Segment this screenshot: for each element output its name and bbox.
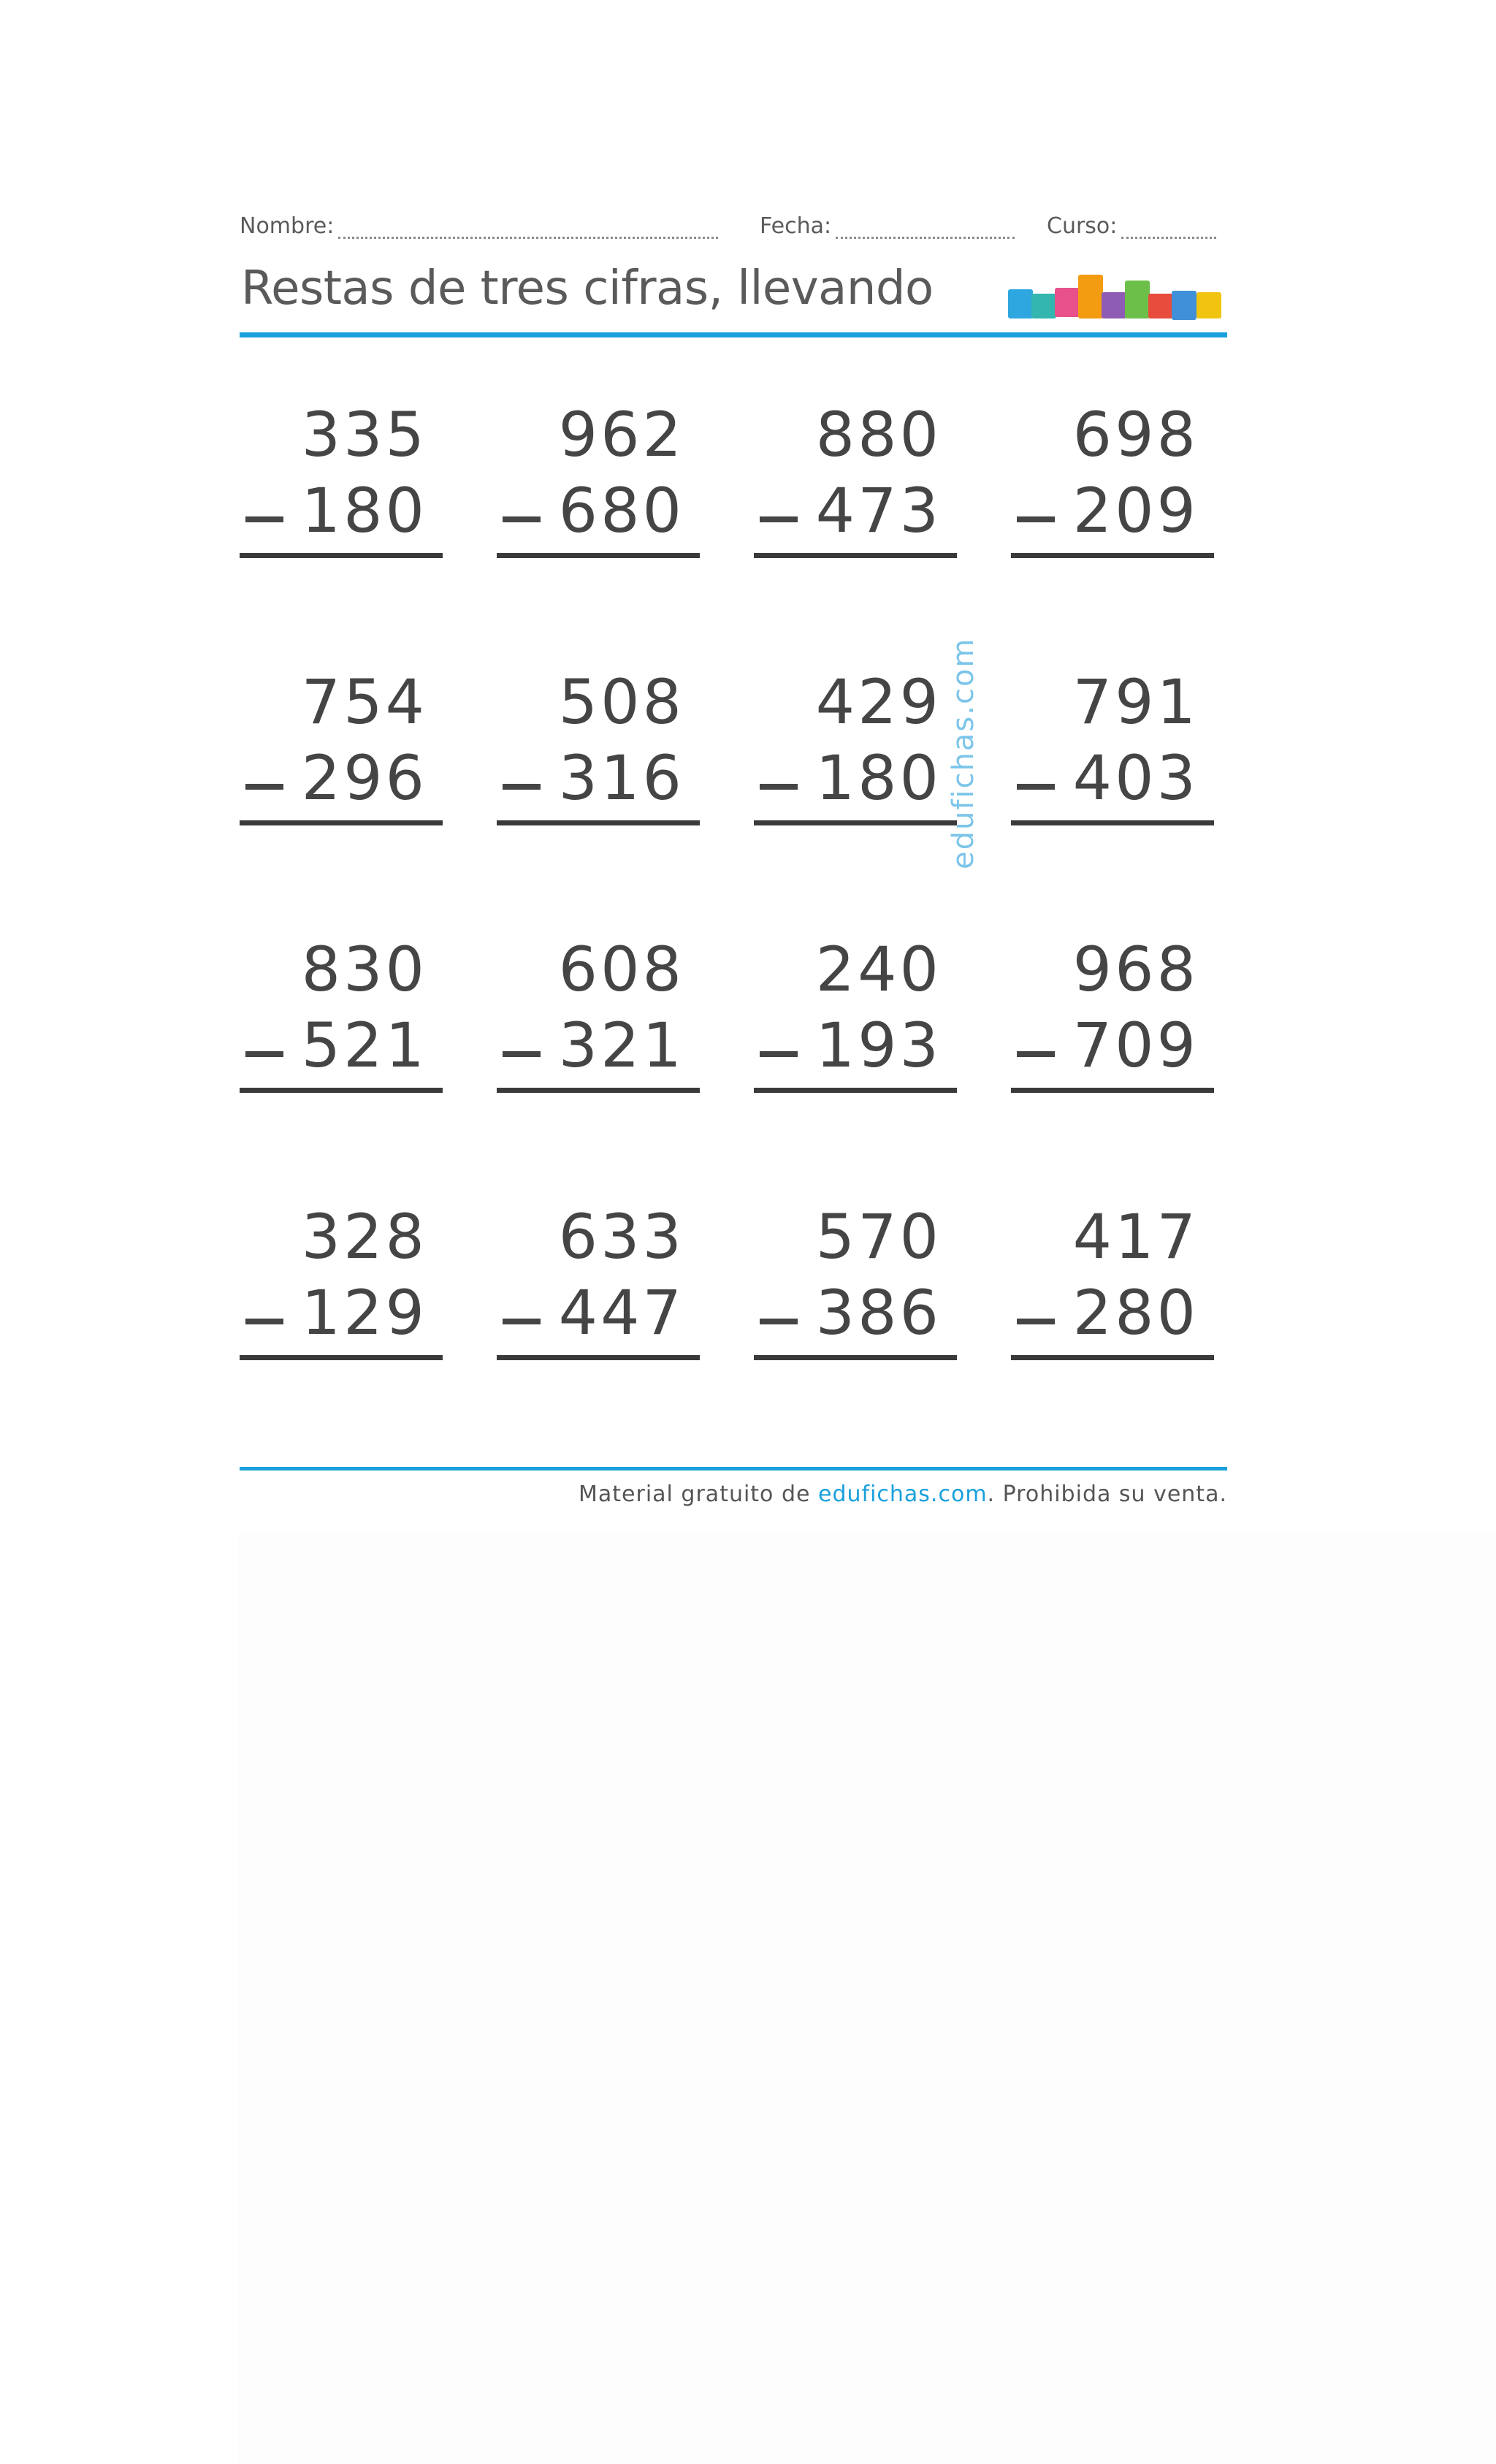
subtrahend: 473 (815, 475, 942, 546)
minuend: 417 (1072, 1201, 1199, 1273)
subtraction-problem (497, 926, 703, 1101)
subtraction-problem (1011, 658, 1217, 834)
subtrahend: 180 (301, 475, 427, 546)
subtrahend: 209 (1072, 475, 1199, 546)
minuend: 754 (301, 666, 427, 738)
minus-sign (245, 784, 283, 790)
minuend: 429 (815, 666, 942, 738)
subtrahend: 193 (815, 1010, 942, 1081)
footer-prefix: Material gratuito de (579, 1481, 818, 1507)
worksheet-title: Restas de tres cifras, llevando (241, 262, 934, 316)
course-label: Curso: (1047, 213, 1118, 239)
logo-tile (1078, 275, 1103, 319)
subtrahend: 386 (815, 1277, 942, 1349)
subtraction-problem (754, 658, 960, 834)
blank-area (237, 1534, 1496, 2464)
logo-tile (1148, 294, 1173, 319)
logo-tile (1172, 291, 1197, 320)
subtrahend: 447 (558, 1277, 684, 1349)
minuend: 240 (815, 934, 942, 1005)
minus-sign (503, 1319, 541, 1324)
watermark: edufichas.com (947, 637, 980, 869)
minus-sign (503, 1051, 541, 1057)
course-blank[interactable] (1121, 218, 1216, 239)
subtrahend: 129 (301, 1277, 427, 1349)
footer-suffix: . Prohibida su venta. (987, 1481, 1227, 1507)
subtrahend: 521 (301, 1010, 427, 1081)
footer-link[interactable]: edufichas.com (818, 1481, 988, 1507)
course-field[interactable] (1047, 213, 1216, 239)
answer-line[interactable] (754, 820, 957, 825)
subtraction-problem (240, 658, 446, 834)
minus-sign (1017, 1051, 1055, 1057)
answer-line[interactable] (497, 820, 700, 825)
subtraction-problem (240, 926, 446, 1101)
subtrahend: 296 (301, 742, 427, 814)
date-blank[interactable] (836, 218, 1015, 239)
name-field[interactable] (240, 213, 718, 239)
logo-text (1008, 340, 1012, 341)
minuend: 880 (815, 399, 942, 470)
subtraction-problem (497, 658, 703, 834)
footer-divider (240, 1467, 1227, 1471)
minuend: 608 (558, 934, 684, 1005)
answer-line[interactable] (1011, 1355, 1214, 1360)
subtraction-problem (240, 391, 446, 566)
logo-tile (1102, 292, 1126, 319)
minuend: 335 (301, 399, 427, 470)
minus-sign (1017, 784, 1055, 790)
subtrahend: 316 (558, 742, 684, 814)
minus-sign (503, 784, 541, 790)
subtraction-problem (1011, 926, 1217, 1101)
student-fields (240, 213, 1227, 243)
subtrahend: 403 (1072, 742, 1199, 814)
subtrahend: 321 (558, 1010, 684, 1081)
date-field[interactable] (760, 213, 1015, 239)
minus-sign (760, 784, 798, 790)
answer-line[interactable] (240, 820, 443, 825)
subtrahend: 709 (1072, 1010, 1199, 1081)
answer-line[interactable] (1011, 553, 1214, 558)
subtrahend: 680 (558, 475, 684, 546)
footer-note (579, 1481, 1227, 1507)
subtrahend: 180 (815, 742, 942, 814)
minuend: 968 (1072, 934, 1199, 1005)
subtraction-problem (497, 391, 703, 566)
minuend: 570 (815, 1201, 942, 1273)
name-label: Nombre: (240, 213, 335, 239)
subtraction-problem (1011, 1193, 1217, 1368)
minus-sign (1017, 1319, 1055, 1324)
subtraction-problem (754, 1193, 960, 1368)
subtrahend: 280 (1072, 1277, 1199, 1349)
logo-tile (1197, 292, 1221, 319)
answer-line[interactable] (497, 1355, 700, 1360)
minuend: 328 (301, 1201, 427, 1273)
minuend: 633 (558, 1201, 684, 1273)
minus-sign (760, 1319, 798, 1324)
worksheet (240, 0, 1227, 1534)
subtraction-problem (240, 1193, 446, 1368)
subtraction-problem (497, 1193, 703, 1368)
answer-line[interactable] (1011, 820, 1214, 825)
logo-tile (1055, 288, 1080, 317)
minus-sign (245, 516, 283, 522)
date-label: Fecha: (760, 213, 832, 239)
minus-sign (245, 1319, 283, 1324)
answer-line[interactable] (497, 553, 700, 558)
answer-line[interactable] (754, 553, 957, 558)
minus-sign (245, 1051, 283, 1057)
subtraction-problem (754, 391, 960, 566)
logo-tile (1008, 289, 1033, 319)
minus-sign (760, 516, 798, 522)
minuend: 791 (1072, 666, 1199, 738)
name-blank[interactable] (338, 218, 718, 239)
minus-sign (503, 516, 541, 522)
minuend: 698 (1072, 399, 1199, 470)
subtraction-problem (754, 926, 960, 1101)
title-divider (240, 332, 1227, 337)
answer-line[interactable] (754, 1088, 957, 1093)
answer-line[interactable] (497, 1088, 700, 1093)
minuend: 508 (558, 666, 684, 738)
answer-line[interactable] (1011, 1088, 1214, 1093)
logo-tile (1031, 294, 1056, 319)
answer-line[interactable] (240, 1088, 443, 1093)
minus-sign (1017, 516, 1055, 522)
minus-sign (760, 1051, 798, 1057)
answer-line[interactable] (240, 553, 443, 558)
answer-line[interactable] (240, 1355, 443, 1360)
minuend: 962 (558, 399, 684, 470)
subtraction-problem (1011, 391, 1217, 566)
minuend: 830 (301, 934, 427, 1005)
logo-tile (1125, 281, 1150, 319)
answer-line[interactable] (754, 1355, 957, 1360)
